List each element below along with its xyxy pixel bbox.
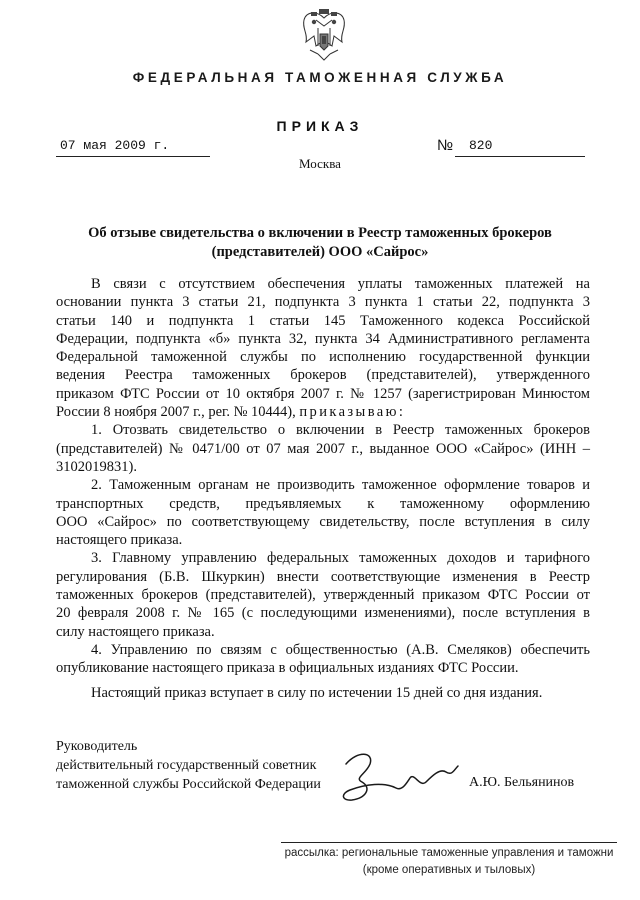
distribution-note: [278, 845, 620, 879]
item-2-line: 2. Таможенным органам не производить таможенное оформление товаров и: [91, 477, 590, 494]
item-1-line: 1. Отозвать свидетельство о включении в Реестр таможенных брокеров: [91, 422, 590, 439]
signatory-name: А.Ю. Бельянинов: [469, 775, 575, 790]
title-line: (представителей) ООО «Сайрос»: [211, 244, 429, 260]
distribution-divider: [281, 842, 617, 843]
item-1-line: (представителей) № 0471/00 от 07 мая 2007 г., выданное ООО «Сайрос» (ИНН –: [56, 440, 590, 457]
city-name: Москва: [299, 156, 341, 171]
item-1-line: 3102019831).: [56, 458, 137, 475]
item-3-line: силу настоящего приказа.: [56, 623, 215, 640]
preamble-line: Федерации, подпункта «б» пункта 32, пункта 34 Административного регламента: [56, 330, 590, 347]
title-line: Об отзыве свидетельства о включении в Реестр таможенных брокеров: [88, 225, 552, 241]
preamble-last-line: [56, 403, 590, 421]
preamble-line: Федеральной таможенной службы по исполнению государственной функции: [56, 349, 590, 366]
order-word: приказываю:: [299, 404, 406, 421]
order-body: [56, 275, 590, 678]
item-2-line: ООО «Сайрос» по соответствующему свидетельству, после вступления в силу: [56, 513, 590, 530]
preamble-line: основании пункта 3 статьи 21, подпункта 3 пункта 1 статьи 22, подпункта 3: [56, 294, 590, 311]
order-date: 07 мая 2009 г.: [60, 138, 170, 153]
russian-double-headed-eagle-icon: [296, 6, 352, 64]
preamble-line: приказом ФТС России от 10 октября 2007 г. № 1257 (зарегистрирован Минюстом: [56, 385, 590, 402]
signatory-line: таможенной службы Российской Федерации: [56, 777, 321, 792]
distribution-line: рассылка: региональные таможенные управления и таможни: [284, 847, 614, 859]
handwritten-signature: [336, 744, 460, 804]
signatory-line: Руководитель: [56, 739, 138, 754]
order-number: 820: [469, 138, 493, 153]
preamble-line: ведения Реестра таможенных брокеров (представителей), утвержденного: [56, 367, 590, 384]
signatory-position: [56, 737, 321, 794]
item-4-line: 4. Управлению по связям с общественностью (А.В. Смеляков) обеспечить: [91, 641, 590, 658]
item-3-line: регулирования (Б.В. Шкуркин) внести соответствующие изменения в Реестр: [56, 568, 590, 585]
item-4-line: опубликование настоящего приказа в официальных изданиях ФТС России.: [56, 660, 519, 677]
item-3-line: таможенных брокеров (представителей), утвержденный приказом ФТС России от: [56, 587, 590, 604]
order-title: [60, 224, 580, 262]
number-field: [455, 137, 585, 157]
preamble-line: статьи 140 и подпункта 1 статьи 145 Таможенного кодекса Российской: [56, 312, 590, 329]
preamble-text: России 8 ноября 2007 г., рег. № 10444),: [56, 404, 296, 421]
date-field: [56, 137, 210, 157]
item-3-line: 3. Главному управлению федеральных таможенных доходов и тарифного: [91, 550, 590, 567]
agency-name: ФЕДЕРАЛЬНАЯ ТАМОЖЕННАЯ СЛУЖБА: [132, 70, 508, 85]
item-3-line: 20 февраля 2008 г. № 165 (с последующими изменениями), после вступления в: [56, 605, 590, 622]
preamble-line: В связи с отсутствием обеспечения уплаты таможенных платежей на: [91, 276, 590, 292]
number-sign: №: [437, 137, 454, 154]
item-2-line: настоящего приказа.: [56, 532, 183, 549]
document-type: ПРИКАЗ: [276, 118, 364, 134]
effective-clause: Настоящий приказ вступает в силу по истечении 15 дней со дня издания.: [91, 685, 543, 701]
item-2-line: транспортных средств, предъявляемых к таможенному оформлению: [56, 495, 590, 512]
distribution-line: (кроме оперативных и тыловых): [362, 864, 536, 876]
signatory-line: действительный государственный советник: [56, 758, 317, 773]
